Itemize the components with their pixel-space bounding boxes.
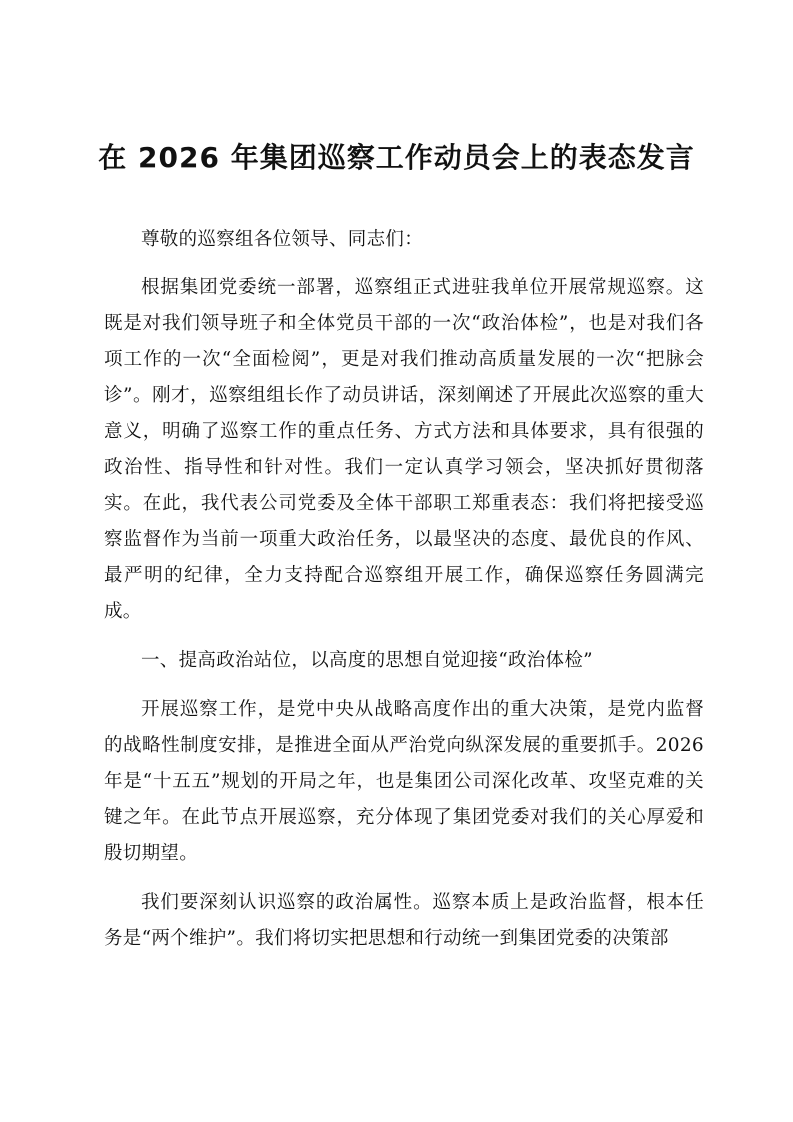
paragraph-section-1-b: 我们要深刻认识巡察的政治属性。巡察本质上是政治监督，根本任务是“两个维护”。我们将切实把思想和行动统一到集团党委的决策部 <box>104 892 704 949</box>
paragraph-intro: 根据集团党委统一部署，巡察组正式进驻我单位开展常规巡察。这既是对我们领导班子和全体党员干部的一次“政治体检”，也是对我们各项工作的一次“全面检阅”，更是对我们推动高质量发展的一次“把脉会诊”。刚才，巡察组组长作了动员讲话，深刻阐述了开展此次巡察的重大意义，明确了巡察工作的重点任务、方式方法和具体要求，具有很强的政治性、指导性和针对性。我们一定认真学习领会，坚决抓好贯彻落实。在此，我代表公司党委及全体干部职工郑重表态：我们将把接受巡察监督作为当前一项重大政治任务，以最坚决的态度、最优良的作风、最严明的纪律，全力支持配合巡察组开展工作，确保巡察任务圆满完成。 <box>104 277 704 622</box>
greeting-line: 尊敬的巡察组各位领导、同志们： <box>141 229 424 250</box>
paragraph-section-1-a: 开展巡察工作，是党中央从战略高度作出的重大决策，是党内监督的战略性制度安排，是推进全面从严治党向纵深发展的重要抓手。2026年是“十五五”规划的开局之年，也是集团公司深化改革、攻坚克难的关键之年。在此节点开展巡察，充分体现了集团党委对我们的关心厚爱和殷切期望。 <box>104 699 704 864</box>
document-title: 在 2026 年集团巡察工作动员会上的表态发言 <box>98 141 695 174</box>
section-heading-1: 一、提高政治站位，以高度的思想自觉迎接“政治体检” <box>141 650 593 671</box>
document-body <box>104 222 704 970</box>
